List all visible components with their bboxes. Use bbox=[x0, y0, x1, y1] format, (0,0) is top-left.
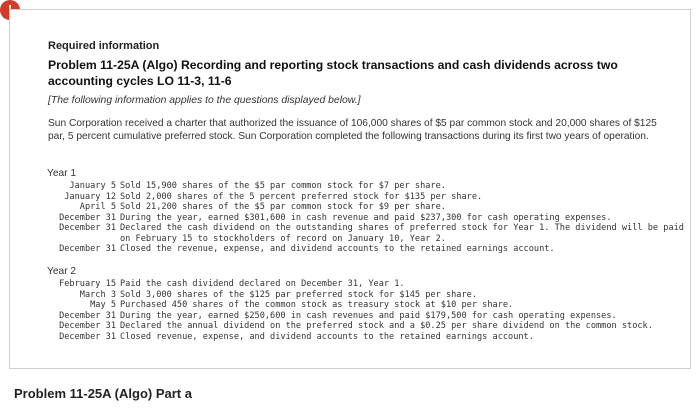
transaction-description: Closed revenue, expense, and dividend accounts to the retained earnings account. bbox=[120, 331, 534, 342]
transaction-date: March 3 bbox=[79, 289, 116, 300]
transaction-date: December 31 bbox=[59, 321, 116, 331]
transaction-row bbox=[47, 311, 696, 322]
transaction-date: December 31 bbox=[59, 244, 116, 254]
transaction-date: January 5 bbox=[69, 181, 116, 191]
transaction-row bbox=[47, 290, 696, 301]
required-information-panel bbox=[9, 9, 691, 369]
problem-description: Sun Corporation received a charter that authorized the issuance of 106,000 shares of $5 par common stock and 20,000 shares of $125 par, 5 percent cumulative preferred stock. Sun Corporation completed the following transactions during its first two years of operation. bbox=[48, 118, 657, 142]
transaction-date: January 12 bbox=[64, 191, 116, 202]
year-1-transactions bbox=[47, 181, 696, 255]
transaction-date: April 5 bbox=[79, 202, 116, 212]
transaction-date: December 31 bbox=[59, 223, 116, 233]
transaction-date: December 31 bbox=[59, 310, 116, 321]
transaction-description: Closed the revenue, expense, and dividend accounts to the retained earnings account. bbox=[120, 244, 555, 254]
transaction-description: During the year, earned $250,600 in cash revenues and paid $179,500 for cash operating expenses. bbox=[120, 310, 617, 321]
transaction-date: May 5 bbox=[90, 300, 116, 310]
transaction-description: Sold 21,200 shares of the $5 par common stock for $9 per share. bbox=[120, 202, 446, 212]
problem-title: Problem 11-25A (Algo) Recording and reporting stock transactions and cash dividends across two accounting cycles LO 11-3, 11-6 bbox=[48, 58, 618, 88]
transaction-date: December 31 bbox=[59, 331, 116, 342]
transaction-row bbox=[47, 300, 696, 311]
applies-note: [The following information applies to the questions displayed below.] bbox=[48, 95, 361, 106]
year-2-label: Year 2 bbox=[47, 266, 77, 277]
transaction-description: Purchased 450 shares of the common stock as treasury stock at $10 per share. bbox=[120, 300, 514, 310]
year-1-label: Year 1 bbox=[47, 168, 77, 179]
transaction-date: February 15 bbox=[59, 279, 116, 289]
transaction-row bbox=[47, 181, 696, 192]
required-information-heading: Required information bbox=[48, 40, 160, 52]
transaction-row bbox=[47, 332, 696, 343]
transaction-description: During the year, earned $301,600 in cash revenue and paid $237,300 for cash operating expenses. bbox=[120, 212, 612, 223]
transaction-description: Declared the cash dividend on the outstanding shares of preferred stock for Year 1. The dividend will be paid on February 15 to stockholders of record on January 10, Year 2. bbox=[120, 223, 690, 244]
year-2-transactions bbox=[47, 279, 696, 342]
transaction-date: December 31 bbox=[59, 212, 116, 223]
transaction-description: Paid the cash dividend declared on December 31, Year 1. bbox=[120, 279, 405, 289]
transaction-row bbox=[47, 192, 696, 203]
part-a-heading: Problem 11-25A (Algo) Part a bbox=[14, 386, 192, 401]
transaction-row bbox=[47, 321, 696, 332]
transaction-description: Declared the annual dividend on the preferred stock and a $0.25 per share dividend on the common stock. bbox=[120, 321, 653, 331]
transaction-row bbox=[47, 279, 696, 290]
transaction-row bbox=[47, 223, 696, 244]
transaction-row bbox=[47, 213, 696, 224]
transaction-description: Sold 3,000 shares of the $125 par preferred stock for $145 per share. bbox=[120, 289, 477, 300]
transaction-row bbox=[47, 202, 696, 213]
transaction-description: Sold 15,900 shares of the $5 par common stock for $7 per share. bbox=[120, 181, 446, 191]
transaction-description: Sold 2,000 shares of the 5 percent preferred stock for $135 per share. bbox=[120, 191, 483, 202]
transaction-row bbox=[47, 244, 696, 255]
